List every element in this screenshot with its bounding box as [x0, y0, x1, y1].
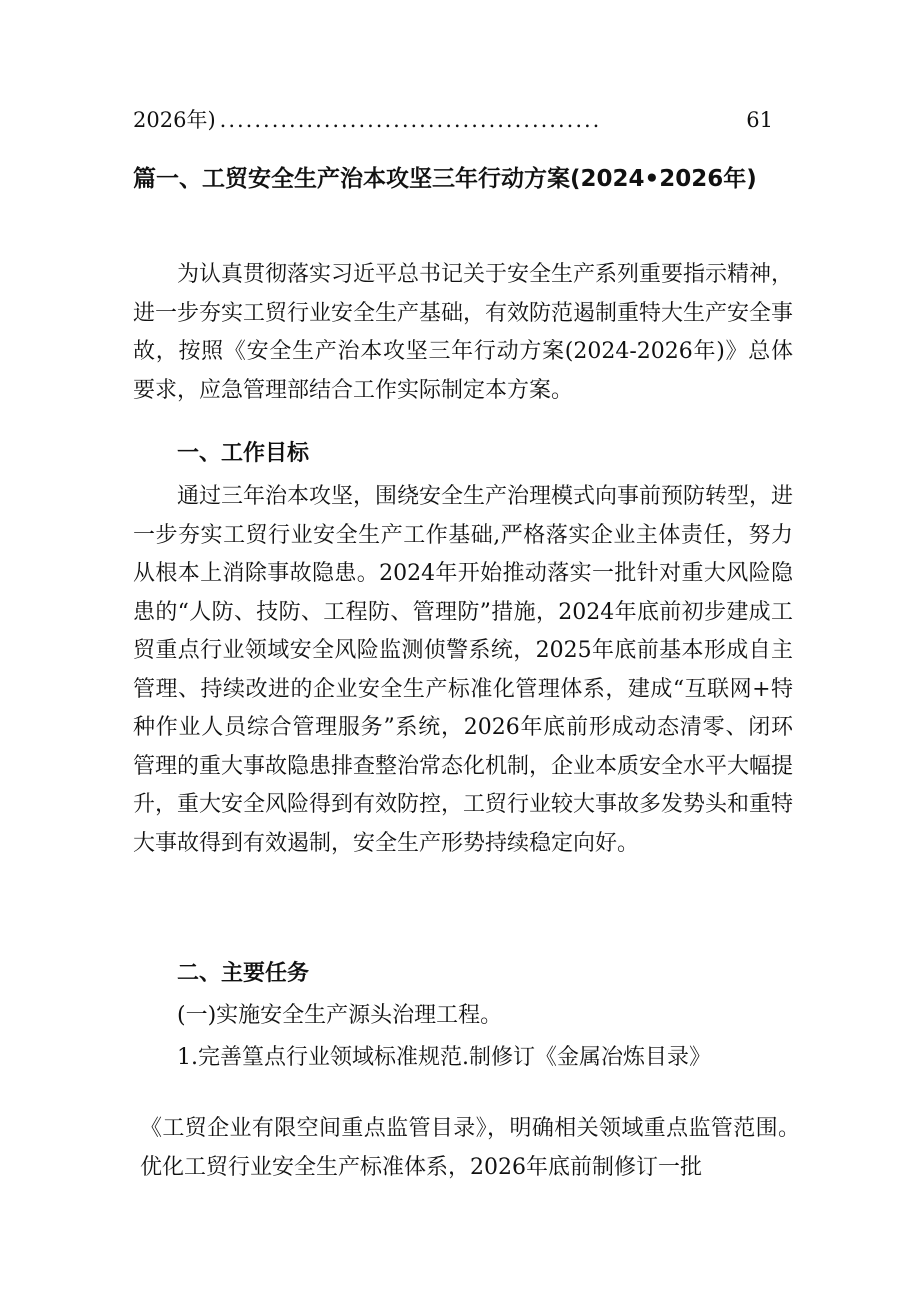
continuation-paragraph: 《工贸企业有限空间重点监管目录》，明确相关领域重点监管范围。优化工贸行业安全生产标准体系，2026年底前制修订一批	[140, 1116, 800, 1180]
intro-paragraph: 为认真贯彻落实习近平总书记关于安全生产系列重要指示精神，进一步夯实工贸行业安全生产基础，有效防范遏制重特大生产安全事故，按照《安全生产治本攻坚三年行动方案(2024-2026年)》总体要求，应急管理部结合工作实际制定本方案。	[133, 262, 794, 403]
section-heading-goals: 一、工作目标	[177, 441, 310, 466]
subsection-heading: (一)实施安全生产源头治理工程。	[177, 1003, 503, 1028]
section-heading-tasks: 二、主要任务	[177, 961, 310, 986]
document-title: 篇一、工贸安全生产治本攻坚三年行动方案(2024•2026年)	[133, 166, 757, 192]
toc-entry[interactable]	[133, 104, 773, 134]
list-item-1: 1.完善篁点行业领域标准规范.制修订《金属冶炼目录》	[177, 1045, 711, 1070]
toc-entry-text: 2026年)	[133, 108, 216, 132]
goals-paragraph: 通过三年治本攻坚，围绕安全生产治理模式向事前预防转型，进一步夯实工贸行业安全生产工作基础,严格落实企业主体责任，努力从根本上消除事故隐患。2024年开始推动落实一批针对重大风险隐患的“人防、技防、工程防、管理防”措施，2024年底前初步建成工贸重点行业领域安全风险监测侦警系统，2025年底前基本形成自主管理、持续改进的企业安全生产标准化管理体系，建成“互联网+特种作业人员综合管理服务”系统，2026年底前形成动态清零、闭环管理的重大事故隐患排查整治常态化机制，企业本质安全水平大幅提升，重大安全风险得到有效防控，工贸行业较大事故多发势头和重特大事故得到有效遏制，安全生产形势持续稳定向好。	[133, 484, 794, 856]
toc-leader-dots: ............................................	[219, 108, 602, 132]
toc-page-number: 61	[746, 108, 773, 132]
